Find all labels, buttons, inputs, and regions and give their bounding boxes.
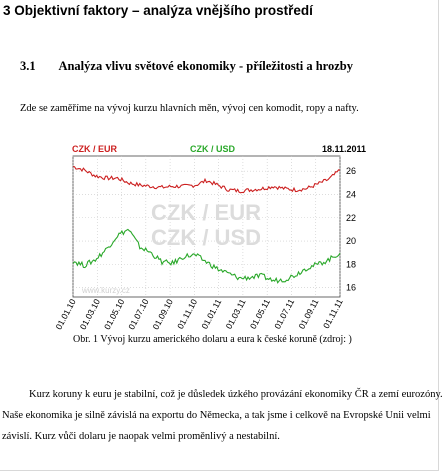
- y-tick-label: 24: [346, 189, 357, 200]
- heading-2: [20, 59, 353, 74]
- chart-watermark: CZK / EUR: [151, 200, 261, 225]
- heading-2-number: 3.1: [20, 59, 36, 73]
- x-tick-label: 01.09.10: [150, 297, 175, 332]
- intro-paragraph: Zde se zaměříme na vývoj kurzu hlavních měn, vývoj cen komodit, ropy a nafty.: [20, 103, 359, 114]
- x-tick-label: 01.11.10: [175, 297, 200, 331]
- chart-date: 18.11.2011: [321, 144, 366, 154]
- heading-2-title: Analýza vlivu světové ekonomiky - příležitosti a hrozby: [58, 59, 353, 73]
- body-paragraph: [2, 384, 443, 447]
- x-tick-label: 01.11.11: [320, 297, 345, 331]
- y-tick-label: 26: [346, 166, 357, 177]
- chart-source-watermark: www.kurzy.cz: [82, 286, 130, 295]
- x-tick-label: 01.01.11: [199, 297, 224, 331]
- body-line: závislí. Kurz vůči dolaru je naopak velmi proměnlivý a nestabilní.: [2, 431, 280, 442]
- y-tick-label: 18: [346, 259, 357, 270]
- x-tick-label: 01.03.10: [77, 297, 103, 332]
- exchange-rate-chart: [53, 140, 380, 332]
- y-tick-label: 22: [346, 212, 357, 223]
- legend-usd: CZK / USD: [190, 144, 235, 154]
- x-tick-label: 01.05.10: [101, 297, 127, 332]
- x-tick-label: 01.07.11: [272, 297, 297, 331]
- legend-eur: CZK / EUR: [72, 144, 117, 154]
- x-tick-label: 01.07.10: [126, 297, 151, 332]
- heading-1: 3 Objektivní faktory – analýza vnějšího prostředí: [3, 3, 313, 18]
- y-tick-label: 16: [346, 282, 357, 293]
- x-tick-label: 01.03.11: [223, 297, 248, 331]
- chart-watermark: CZK / USD: [151, 225, 261, 250]
- x-tick-label: 01.05.11: [247, 297, 272, 331]
- y-tick-label: 20: [346, 236, 357, 247]
- figure-caption: Obr. 1 Vývoj kurzu amerického dolaru a eura k české koruně (zdroj: ): [73, 334, 352, 345]
- x-tick-label: 01.01.10: [53, 297, 78, 332]
- body-line: Naše ekonomika je silně závislá na exportu do Německa, a tak jsme i celkově na Evropské Unii velmi: [2, 410, 431, 421]
- x-tick-label: 01.09.11: [296, 297, 321, 331]
- body-line: Kurz koruny k euru je stabilní, což je důsledek úzkého provázání ekonomiky ČR a zemí eurozóny.: [29, 389, 443, 400]
